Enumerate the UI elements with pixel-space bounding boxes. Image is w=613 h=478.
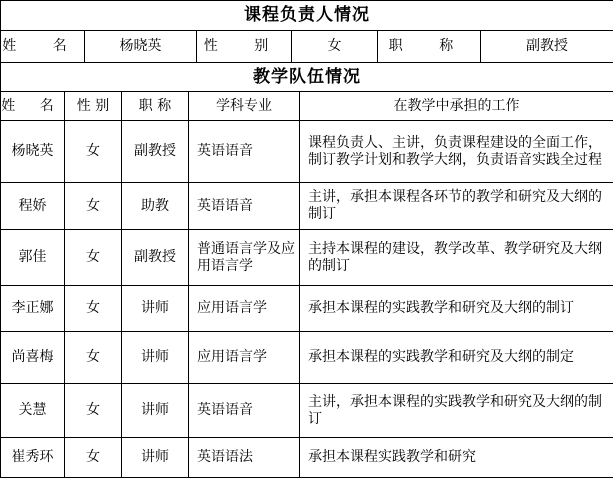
member-major: 英语语音 <box>189 384 300 438</box>
member-gender: 女 <box>65 230 122 286</box>
leader-section-title: 课程负责人情况 <box>1 1 613 31</box>
member-title: 助教 <box>122 183 189 230</box>
leader-gender-value: 女 <box>292 31 378 63</box>
member-title: 副教授 <box>122 230 189 286</box>
header-work: 在教学中承担的工作 <box>300 92 613 121</box>
table-row <box>1 438 613 478</box>
member-name: 杨晓英 <box>1 121 65 183</box>
member-title: 讲师 <box>122 384 189 438</box>
member-major: 普通语言学及应用语言学 <box>189 230 300 286</box>
leader-gender-label: 性 别 <box>197 31 292 63</box>
member-major: 应用语言学 <box>189 286 300 332</box>
member-major: 应用语言学 <box>189 332 300 384</box>
member-name: 崔秀环 <box>1 438 65 478</box>
member-work: 承担本课程的实践教学和研究及大纲的制定 <box>300 332 613 384</box>
table-row <box>1 183 613 230</box>
table-row <box>1 286 613 332</box>
member-major: 英语语法 <box>189 438 300 478</box>
leader-table <box>0 0 613 63</box>
header-title: 职 称 <box>122 92 189 121</box>
member-title: 讲师 <box>122 332 189 384</box>
member-gender: 女 <box>65 332 122 384</box>
table-row <box>1 230 613 286</box>
member-name: 郭佳 <box>1 230 65 286</box>
member-major: 英语语音 <box>189 183 300 230</box>
leader-name-value: 杨晓英 <box>85 31 197 63</box>
leader-title-value: 副教授 <box>481 31 613 63</box>
team-section-title: 教学队伍情况 <box>1 63 613 92</box>
member-title: 副教授 <box>122 121 189 183</box>
member-title: 讲师 <box>122 438 189 478</box>
member-title: 讲师 <box>122 286 189 332</box>
leader-title-label: 职 称 <box>378 31 481 63</box>
member-gender: 女 <box>65 384 122 438</box>
table-row <box>1 384 613 438</box>
table-row <box>1 121 613 183</box>
leader-name-label: 姓 名 <box>1 31 85 63</box>
header-gender: 性 别 <box>65 92 122 121</box>
member-major: 英语语音 <box>189 121 300 183</box>
header-name: 姓 名 <box>1 92 65 121</box>
member-name: 关慧 <box>1 384 65 438</box>
member-name: 李正娜 <box>1 286 65 332</box>
member-work: 主讲，承担本课程各环节的教学和研究及大纲的制订 <box>300 183 613 230</box>
member-work: 承担本课程的实践教学和研究及大纲的制订 <box>300 286 613 332</box>
member-gender: 女 <box>65 121 122 183</box>
member-work: 主持本课程的建设，教学改革、教学研究及大纲的制订 <box>300 230 613 286</box>
header-major: 学科专业 <box>189 92 300 121</box>
member-gender: 女 <box>65 183 122 230</box>
member-gender: 女 <box>65 438 122 478</box>
member-name: 尚喜梅 <box>1 332 65 384</box>
team-table <box>0 62 613 478</box>
table-row <box>1 332 613 384</box>
member-work: 承担本课程实践教学和研究 <box>300 438 613 478</box>
member-work: 主讲，承担本课程的实践教学和研究及大纲的制订 <box>300 384 613 438</box>
member-work: 课程负责人、主讲，负责课程建设的全面工作，制订教学计划和教学大纲，负责语音实践全过程 <box>300 121 613 183</box>
member-name: 程娇 <box>1 183 65 230</box>
member-gender: 女 <box>65 286 122 332</box>
